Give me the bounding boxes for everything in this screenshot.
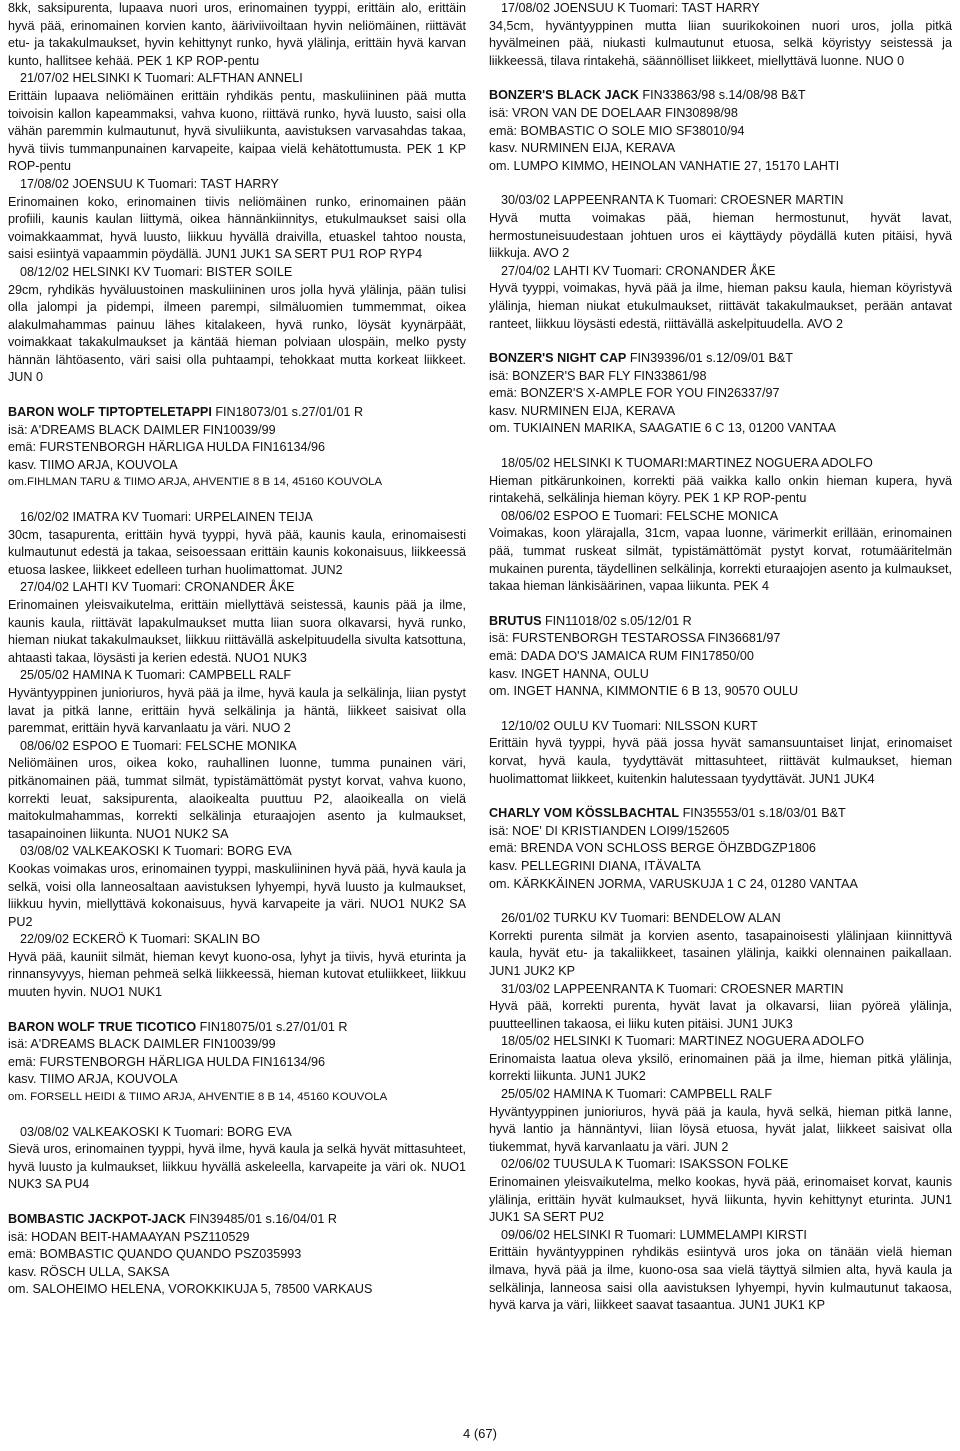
text-line: emä: BOMBASTIC QUANDO QUANDO PSZ035993 — [8, 1247, 302, 1262]
text-line: Hyväntyyppinen junioriuros, hyvä pää ja kaula, hyvä selkä, hieman pitkä lanne, hyvä lantio ja hännäntyvi, liian löysä etuosa, hyvät jalat, liikkeet saisivat olla tiukemmat, hyvä karvanlaatu ja väri. JUN 2 — [489, 1104, 952, 1154]
text-line: Korrekti purenta silmät ja korvien asento, tasapainoisesti ylälinjaan kiinnittyvä kaula, hyvät etu- ja takaliikkeet, tasainen ylälinja, kaikki olennainen paikallaan. JUN1 JUK2 KP — [489, 928, 952, 978]
show-result-heading: 22/09/02 ECKERÖ K Tuomari: SKALIN BO — [20, 932, 261, 947]
text-line: emä: BONZER'S X-AMPLE FOR YOU FIN26337/97 — [489, 386, 780, 401]
text-line: om. SALOHEIMO HELENA, VOROKKIKUJA 5, 78500 VARKAUS — [8, 1282, 373, 1297]
text-line: isä: FURSTENBORGH TESTAROSSA FIN36681/97 — [489, 631, 781, 646]
show-result-heading: 27/04/02 LAHTI KV Tuomari: CRONANDER ÅKE — [20, 580, 295, 595]
text-line: om. TUKIAINEN MARIKA, SAAGATIE 6 C 13, 01200 VANTAA — [489, 421, 836, 436]
text-line: Erinomaista laatua oleva yksilö, erinomainen pää ja ilme, hieman pitkä ylälinja, korrekti liikunta. JUN1 JUK2 — [489, 1051, 952, 1084]
text-line: Hyvä mutta voimakas pää, hieman hermostunut, hyvät lavat, hermostuneisuudestaan johtuen uros ei käyttäydy pöydällä kuten pitäisi, hyvä liikkuja. AVO 2 — [489, 210, 952, 261]
text-line: om. INGET HANNA, KIMMONTIE 6 B 13, 90570 OULU — [489, 684, 799, 699]
section-gap — [489, 596, 952, 613]
text-line: kasv. NURMINEN EIJA, KERAVA — [489, 141, 676, 156]
text-line: kasv. RÖSCH ULLA, SAKSA — [8, 1264, 170, 1279]
show-result-heading: 26/01/02 TURKU KV Tuomari: BENDELOW ALAN — [501, 911, 781, 926]
show-result-heading: 25/05/02 HAMINA K Tuomari: CAMPBELL RALF — [501, 1087, 773, 1102]
show-result-heading: 27/04/02 LAHTI KV Tuomari: CRONANDER ÅKE — [501, 263, 776, 278]
dog-name: BONZER'S BLACK JACK — [489, 88, 639, 103]
dog-entry-header — [489, 613, 952, 631]
text-line: kasv. NURMINEN EIJA, KERAVA — [489, 403, 676, 418]
section-gap — [8, 492, 466, 509]
registration-info: FIN39396/01 s.12/09/01 B&T — [626, 351, 793, 366]
show-result-heading: 08/12/02 HELSINKI KV Tuomari: BISTER SOILE — [20, 264, 293, 279]
registration-info: FIN18073/01 s.27/01/01 R — [211, 405, 364, 420]
show-result-heading: 16/02/02 IMATRA KV Tuomari: URPELAINEN TEIJA — [20, 510, 313, 525]
text-line: emä: BRENDA VON SCHLOSS BERGE ÖHZBDGZP1806 — [489, 841, 816, 856]
section-gap — [489, 438, 952, 455]
text-line: emä: DADA DO'S JAMAICA RUM FIN17850/00 — [489, 649, 754, 663]
text-line: kasv. PELLEGRINI DIANA, ITÄVALTA — [489, 858, 701, 873]
text-line: Hyväntyyppinen junioriuros, hyvä pää ja ilme, hyvä kaula ja selkälinja, liian pystyt lavat ja pitkä lanne, erittäin hyvä selkälinja ja häntä, liikkeet saisivat olla paremmat, erittäin hyvä karvanlaatu ja väri. NUO 2 — [8, 685, 466, 736]
text-line: 29cm, ryhdikäs hyväluustoinen maskuliininen uros jolla hyvä ylälinja, pään tulisi olla jalompi ja pidempi, ilmeen parempi, silmäluomien tummemmat, oikea alakulmahammas painuu lähes kitalakeen, hyvä runko, löysät kyynärpäät, voimakkaat takakulmaukset ja käntää hieman polviaan ulospäin, melko pysty hännän lähtöasento, väri saisi olla puhtaampi, tehokkaat mutta korkeat liikkeet. JUN 0 — [8, 282, 466, 385]
text-line: emä: FURSTENBORGH HÄRLIGA HULDA FIN16134/96 — [8, 440, 326, 455]
text-line: isä: NOE' DI KRISTIANDEN LOI99/152605 — [489, 823, 730, 838]
section-gap — [489, 175, 952, 192]
text-line: kasv. TIIMO ARJA, KOUVOLA — [8, 1072, 178, 1087]
text-line: Hyvä pää, korrekti purenta, hyvät lavat ja olkavarsi, liian pyöreä ylälinja, puutteellinen takaosa, ei liiku kuten pitäisi. JUN1 JUK3 — [489, 999, 952, 1031]
text-line: isä: VRON VAN DE DOELAAR FIN30898/98 — [489, 105, 738, 120]
dog-name: BOMBASTIC JACKPOT-JACK — [8, 1212, 186, 1226]
show-result-heading: 18/05/02 HELSINKI K TUOMARI:MARTINEZ NOGUERA ADOLFO — [501, 456, 873, 471]
show-result-heading: 21/07/02 HELSINKI K Tuomari: ALFTHAN ANNELI — [20, 71, 303, 86]
text-line: kasv. TIIMO ARJA, KOUVOLA — [8, 457, 178, 472]
registration-info: FIN33863/98 s.14/08/98 B&T — [638, 88, 806, 103]
dog-name: BRUTUS — [489, 613, 542, 628]
text-line: emä: FURSTENBORGH HÄRLIGA HULDA FIN16134/96 — [8, 1054, 326, 1069]
registration-info: FIN39485/01 s.16/04/01 R — [185, 1212, 337, 1226]
show-result-heading: 03/08/02 VALKEAKOSKI K Tuomari: BORG EVA — [20, 1124, 292, 1139]
registration-info: FIN18075/01 s.27/01/01 R — [196, 1019, 348, 1034]
show-result-heading: 02/06/02 TUUSULA K Tuomari: ISAKSSON FOLKE — [501, 1157, 789, 1172]
right-column — [489, 0, 952, 1315]
dog-name: BARON WOLF TIPTOPTELETAPPI — [8, 405, 212, 420]
text-line: 34,5cm, hyväntyyppinen mutta liian suurikokoinen nuori uros, jolla pitkä hyvälmeinen pää, niukasti kulmautunut etuosa, selkä köyristyy seistessä ja liikkeessä, tilava rintakehä, säännölliset liikkeet, miellyttävä luonne. NUO 0 — [489, 18, 952, 68]
show-result-heading: 12/10/02 OULU KV Tuomari: NILSSON KURT — [501, 718, 758, 733]
text-line: Neliömäinen uros, oikea koko, rauhallinen luonne, tumma punainen väri, pitkänomainen pää, tummat silmät, typistämättömät pystyt korvat, vahva kuono, korrekti leuat, saksipurenta, alaoikealta puuttuu P2, alaoikealla on vielä maitokulmahammas, korrekti selkälinja eturaajojen asento ja kulmaukset, tasapainoinen liikunta. NUO1 NUK2 SA — [8, 756, 466, 841]
text-line: Hieman pitkärunkoinen, korrekti pää vaikka kallo onkin hieman kupera, hyvä rintakehä, selkälinja hieman köyry. PEK 1 KP ROP-pentu — [489, 473, 952, 506]
registration-info: FIN11018/02 s.05/12/01 R — [541, 613, 692, 628]
section-gap — [8, 1107, 466, 1124]
section-gap — [489, 893, 952, 910]
show-result-heading: 08/06/02 ESPOO E Tuomari: FELSCHE MONICA — [501, 508, 779, 523]
text-line: Hyvä pää, kauniit silmät, hieman kevyt kuono-osa, lyhyt ja tiivis, hyvä eturinta ja rinnansyvyys, hieman pehmeä selkä liikkeessä, hieman kutovat etuliikkeet, liikkuu muuten hyvin. NUO1 NUK1 — [8, 949, 466, 1000]
show-result-heading: 08/06/02 ESPOO E Tuomari: FELSCHE MONIKA — [20, 738, 297, 753]
text-line: Erittäin lupaava neliömäinen erittäin ryhdikäs pentu, maskuliininen pää mutta toivoisin kallon kapeammaksi, vahva kuono, riittävä runko, hyvä luusto, saisi olla vähän paremmin kulmautunut, hyvä sivuliikunta, aavistuksen varvasahdas takaa, hyvä tiivis tummanpunainen karvapeite, kaipaa vielä kehätottumusta. PEK 1 KP ROP-pentu — [8, 88, 466, 174]
page-number: 4 (67) — [463, 1426, 497, 1441]
text-line: om. FORSELL HEIDI & TIIMO ARJA, AHVENTIE 8 B 14, 45160 KOUVOLA — [8, 1091, 388, 1104]
text-line: Erittäin hyväntyyppinen ryhdikäs esiintyvä uros joka on tänään vielä hieman ilmava, hyvä pää ja ilme, kuono-osa saa vielä täyttyä silmien alta, hyvä kaula ja selkälinja, lanneosa saisi olla aavistuksen lyhyempi, hyvin kulmautunut takaosa, hyvä karva ja väri, liikkeet saavat tasaantua. JUN1 JUK1 KP — [489, 1245, 952, 1313]
section-gap — [8, 1002, 466, 1019]
dog-entry-header — [489, 350, 952, 368]
dog-name: BARON WOLF TRUE TICOTICO — [8, 1019, 197, 1034]
text-line: isä: BONZER'S BAR FLY FIN33861/98 — [489, 368, 707, 383]
text-line: isä: HODAN BEIT-HAMAAYAN PSZ110529 — [8, 1229, 250, 1244]
text-line: kasv. INGET HANNA, OULU — [489, 666, 649, 681]
section-gap — [8, 387, 466, 404]
text-line: isä: A'DREAMS BLACK DAIMLER FIN10039/99 — [8, 1037, 276, 1052]
dog-entry-header — [489, 805, 952, 823]
text-line: 30cm, tasapurenta, erittäin hyvä tyyppi, hyvä pää, kaunis kaula, erinomaisesti kulmautunut edestä ja takaa, seisoessaan erittäin kaunis kokonaisuus, liikkeessä etuosa laskee, liikkeet edelleen turhan huolimattomat. JUN2 — [8, 527, 466, 577]
show-result-heading: 18/05/02 HELSINKI K Tuomari: MARTINEZ NOGUERA ADOLFO — [501, 1034, 865, 1049]
show-result-heading: 03/08/02 VALKEAKOSKI K Tuomari: BORG EVA — [20, 844, 292, 859]
text-line: emä: BOMBASTIC O SOLE MIO SF38010/94 — [489, 123, 745, 138]
section-gap — [489, 333, 952, 350]
text-line: Erittäin hyvä tyyppi, hyvä pää jossa hyvät samansuuntaiset linjat, erinomaiset korvat, hyvä kaula, tyydyttävät mittasuhteet, riittävät kulmaukset, hieman huolimattomat liikkeet, kuitenkin halutessaan tyydyttävät. JUN1 JUK4 — [489, 736, 952, 786]
left-column — [8, 0, 466, 1299]
dog-name: CHARLY VOM KÖSSLBACHTAL — [489, 806, 680, 821]
section-gap — [489, 788, 952, 805]
dog-name: BONZER'S NIGHT CAP — [489, 351, 627, 366]
text-line: Voimakas, koon ylärajalla, 31cm, vapaa luonne, värimerkit erillään, erinomainen pää, tummat ruskeat silmät, typistämättömät pystyt korvat, rotumääritelmän mukainen purenta, täydellinen selkälinja, korrekti eturaajojen asento ja kulmaukset, takaa hieman länkisäärinen, vapaa liikunta. PEK 4 — [489, 526, 952, 594]
dog-entry-header — [489, 87, 952, 105]
text-line: Kookas voimakas uros, erinomainen tyyppi, maskuliininen hyvä pää, hyvä kaula ja selkä, voisi olla lanneosaltaan aavistuksen lyhyempi, hyvä luusto ja kulmaukset, liikkuu hyvin, miellyttävä kokonaisuus, hyvä karvapeite ja väri. NUO1 NUK2 SA PU2 — [8, 861, 466, 929]
dog-entry-header — [8, 1019, 466, 1037]
show-result-heading: 17/08/02 JOENSUU K Tuomari: TAST HARRY — [20, 176, 279, 191]
dog-entry-header — [8, 1211, 466, 1229]
text-line: Erinomainen yleisvaikutelma, melko kookas, hyvä pää, erinomaiset korvat, kaunis ylälinja, erittäin hyvät kulmaukset, hyvä liikunta, hyvin kehittynyt eturinta. JUN1 JUK1 SA SERT PU2 — [489, 1175, 952, 1225]
text-line: Erinomainen koko, erinomainen tiivis neliömäinen runko, erinomainen pään profiili, kaunis kaulan liittymä, oikea hännänkiinnitys, etukulmaukset saisi olla voimakkaammat, hyvä luusto, liikkuu hyvällä draivilla, etuaskel tahtoo nousta, saisi esiintyä vapaammin pöydällä. JUN1 JUK1 SA SERT PU1 ROP RYP4 — [8, 194, 466, 262]
show-result-heading: 09/06/02 HELSINKI R Tuomari: LUMMELAMPI KIRSTI — [501, 1227, 807, 1242]
text-line: om. LUMPO KIMMO, HEINOLAN VANHATIE 27, 15170 LAHTI — [489, 158, 840, 173]
section-gap — [8, 1194, 466, 1211]
text-line: om. KÄRKKÄINEN JORMA, VARUSKUJA 1 C 24, 01280 VANTAA — [489, 876, 858, 891]
show-result-heading: 25/05/02 HAMINA K Tuomari: CAMPBELL RALF — [20, 668, 292, 683]
dog-entry-header — [8, 404, 466, 422]
text-line: Hyvä tyyppi, voimakas, hyvä pää ja ilme, hieman paksu kaula, hieman köyristyvä ylälinja, hieman niukat etukulmaukset, riittävät takakulmaukset, perään antavat ranteet, liikkuu löysästi edestä, riittävällä askelpituudella. AVO 2 — [489, 281, 952, 331]
text-line: Erinomainen yleisvaikutelma, erittäin miellyttävä seistessä, kaunis pää ja ilme, kaunis kaula, riittävät lapakulmaukset mutta liian suora olkavarsi, hyvä runko, hieman niukat takakulmaukset, liikkuu riittävällä askelpituudella sivulta katsottuna, ahtaasti takaa, löysästi ja kerien edestä. NUO1 NUK3 — [8, 598, 466, 665]
section-gap — [489, 70, 952, 87]
text-line: om.FIHLMAN TARU & TIIMO ARJA, AHVENTIE 8 B 14, 45160 KOUVOLA — [8, 476, 383, 489]
show-result-heading: 30/03/02 LAPPEENRANTA K Tuomari: CROESNER MARTIN — [501, 193, 844, 208]
registration-info: FIN35553/01 s.18/03/01 B&T — [679, 806, 846, 821]
show-result-heading: 31/03/02 LAPPEENRANTA K Tuomari: CROESNER MARTIN — [501, 981, 844, 996]
text-line: Sievä uros, erinomainen tyyppi, hyvä ilme, hyvä kaula ja selkä hyvät mittasuhteet, hyvä luusto ja kulmaukset, liikkuu hyvällä askeleella, karvapeite ja väri ok. NUO1 NUK3 SA PU4 — [8, 1142, 466, 1192]
section-gap — [489, 701, 952, 718]
text-line: isä: A'DREAMS BLACK DAIMLER FIN10039/99 — [8, 422, 276, 437]
show-result-heading: 17/08/02 JOENSUU K Tuomari: TAST HARRY — [501, 1, 760, 15]
text-line: 8kk, saksipurenta, lupaava nuori uros, erinomainen tyyppi, erittäin alo, erittäin hyvä pää, erinomainen korvien kanto, ääriviivoiltaan hyvin neliömäinen, riittävät etu- ja takakulmaukset, hyvin kehittynyt runko, hyvä ylälinja, erittäin hyvä karvan kunto, hallitsee kehää. PEK 1 KP ROP-pentu — [8, 1, 466, 68]
